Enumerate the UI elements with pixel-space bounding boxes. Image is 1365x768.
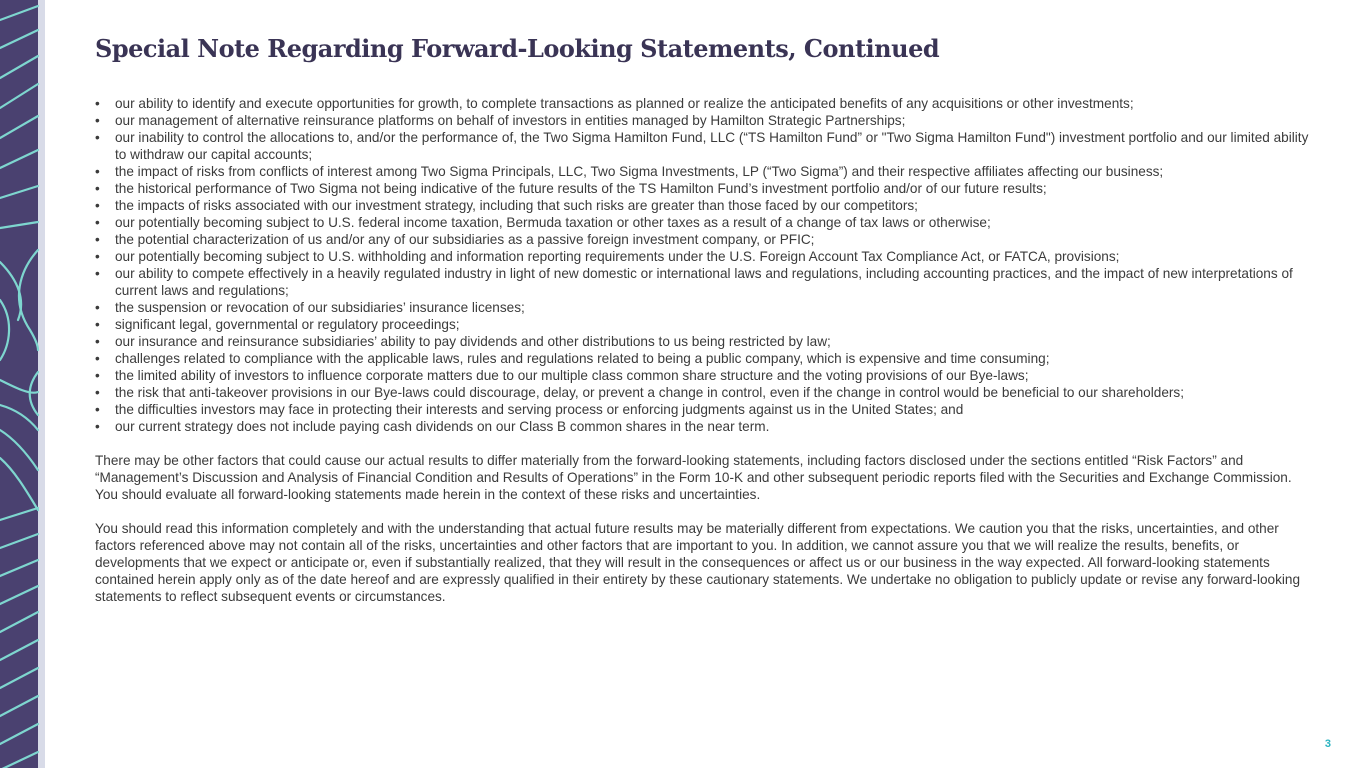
bullet-text: the risk that anti-takeover provisions in our Bye-laws could discourage, delay, or prevent a change in control, even if the change in control would be beneficial to our shareholders; [115,385,1184,400]
bullet-text: our ability to compete effectively in a heavily regulated industry in light of new domestic or international laws and regulations, including accounting practices, and the impact of new interpretations of current laws and regulations; [115,266,1293,298]
bullet-marker: • [95,198,100,213]
bullet-item [95,333,1310,350]
decorative-sidebar-pattern [0,0,45,768]
bullet-item [95,180,1310,197]
bullet-marker: • [95,368,100,383]
bullet-item [95,418,1310,435]
bullet-marker: • [95,419,100,434]
bullet-marker: • [95,402,100,417]
bullet-marker: • [95,130,100,145]
bullet-marker: • [95,300,100,315]
bullet-item [95,129,1310,163]
bullet-text: the impact of risks from conflicts of interest among Two Sigma Principals, LLC, Two Sigma Investments, LP (“Two Sigma”) and their respective affiliates affecting our business; [115,164,1164,179]
page-number: 3 [1324,738,1331,750]
risk-factor-list [95,95,1310,435]
bullet-item [95,231,1310,248]
bullet-text: the limited ability of investors to influence corporate matters due to our multiple class common share structure and the voting provisions of our Bye-laws; [115,368,1029,383]
bullet-marker: • [95,249,100,264]
bullet-marker: • [95,181,100,196]
bullet-text: the difficulties investors may face in protecting their interests and serving process or enforcing judgments against us in the United States; and [115,402,964,417]
bullet-item [95,95,1310,112]
bullet-text: our potentially becoming subject to U.S. federal income taxation, Bermuda taxation or other taxes as a result of a change of tax laws or otherwise; [115,215,991,230]
page-title: Special Note Regarding Forward-Looking Statements, Continued [95,34,940,63]
bullet-text: the potential characterization of us and/or any of our subsidiaries as a passive foreign investment company, or PFIC; [115,232,815,247]
bullet-marker: • [95,317,100,332]
bullet-marker: • [95,351,100,366]
bullet-item [95,299,1310,316]
bullet-text: our current strategy does not include paying cash dividends on our Class B common shares in the near term. [115,419,770,434]
bullet-item [95,248,1310,265]
bullet-item [95,265,1310,299]
bullet-marker: • [95,164,100,179]
bullet-text: our inability to control the allocations to, and/or the performance of, the Two Sigma Hamilton Fund, LLC (“TS Hamilton Fund” or "Two Sigma Hamilton Fund") investment portfolio and our limited ability to withdraw our capital accounts; [115,130,1309,162]
bullet-item [95,214,1310,231]
bullet-text: the suspension or revocation of our subsidiaries’ insurance licenses; [115,300,525,315]
paragraph-other-factors: There may be other factors that could cause our actual results to differ materially from the forward-looking statements, including factors disclosed under the sections entitled “Risk Factors” and “Management’s Discussion and Analysis of Financial Condition and Results of Operations” in the Form 10-K and other subsequent periodic reports filed with the Securities and Exchange Commission. You should evaluate all forward-looking statements made herein in the context of these risks and uncertainties. [95,453,1292,502]
bullet-marker: • [95,215,100,230]
bullet-item [95,112,1310,129]
bullet-item [95,401,1310,418]
paragraph-caution: You should read this information completely and with the understanding that actual future results may be materially different from expectations. We caution you that the risks, uncertainties, and other factors referenced above may not contain all of the risks, uncertainties and other factors that are important to you. In addition, we cannot assure you that we will realize the results, benefits, or developments that we expect or anticipate or, even if substantially realized, that they will result in the consequences or affect us or our business in the way expected. All forward-looking statements contained herein apply only as of the date hereof and are expressly qualified in their entirety by these cautionary statements. We undertake no obligation to publicly update or revise any forward-looking statements to reflect subsequent events or circumstances. [95,521,1301,604]
bullet-marker: • [95,113,100,128]
bullet-text: significant legal, governmental or regulatory proceedings; [115,317,460,332]
bullet-marker: • [95,334,100,349]
bullet-marker: • [95,266,100,281]
bullet-item [95,316,1310,333]
bullet-text: our potentially becoming subject to U.S. withholding and information reporting requirements under the U.S. Foreign Account Tax Compliance Act, or FATCA, provisions; [115,249,1120,264]
bullet-item [95,384,1310,401]
bullet-text: our management of alternative reinsurance platforms on behalf of investors in entities managed by Hamilton Strategic Partnerships; [115,113,906,128]
bullet-text: challenges related to compliance with the applicable laws, rules and regulations related to being a public company, which is expensive and time consuming; [115,351,1050,366]
bullet-marker: • [95,232,100,247]
bullet-text: our ability to identify and execute opportunities for growth, to complete transactions as planned or realize the anticipated benefits of any acquisitions or other investments; [115,96,1134,111]
bullet-text: our insurance and reinsurance subsidiaries’ ability to pay dividends and other distributions to us being restricted by law; [115,334,831,349]
bullet-marker: • [95,96,100,111]
bullet-item [95,163,1310,180]
bullet-item [95,350,1310,367]
bullet-text: the impacts of risks associated with our investment strategy, including that such risks are greater than those faced by our competitors; [115,198,918,213]
bullet-item [95,367,1310,384]
bullet-text: the historical performance of Two Sigma not being indicative of the future results of the TS Hamilton Fund’s investment portfolio and/or of our future results; [115,181,1047,196]
bullet-marker: • [95,385,100,400]
statement-body [95,95,1310,605]
bullet-item [95,197,1310,214]
